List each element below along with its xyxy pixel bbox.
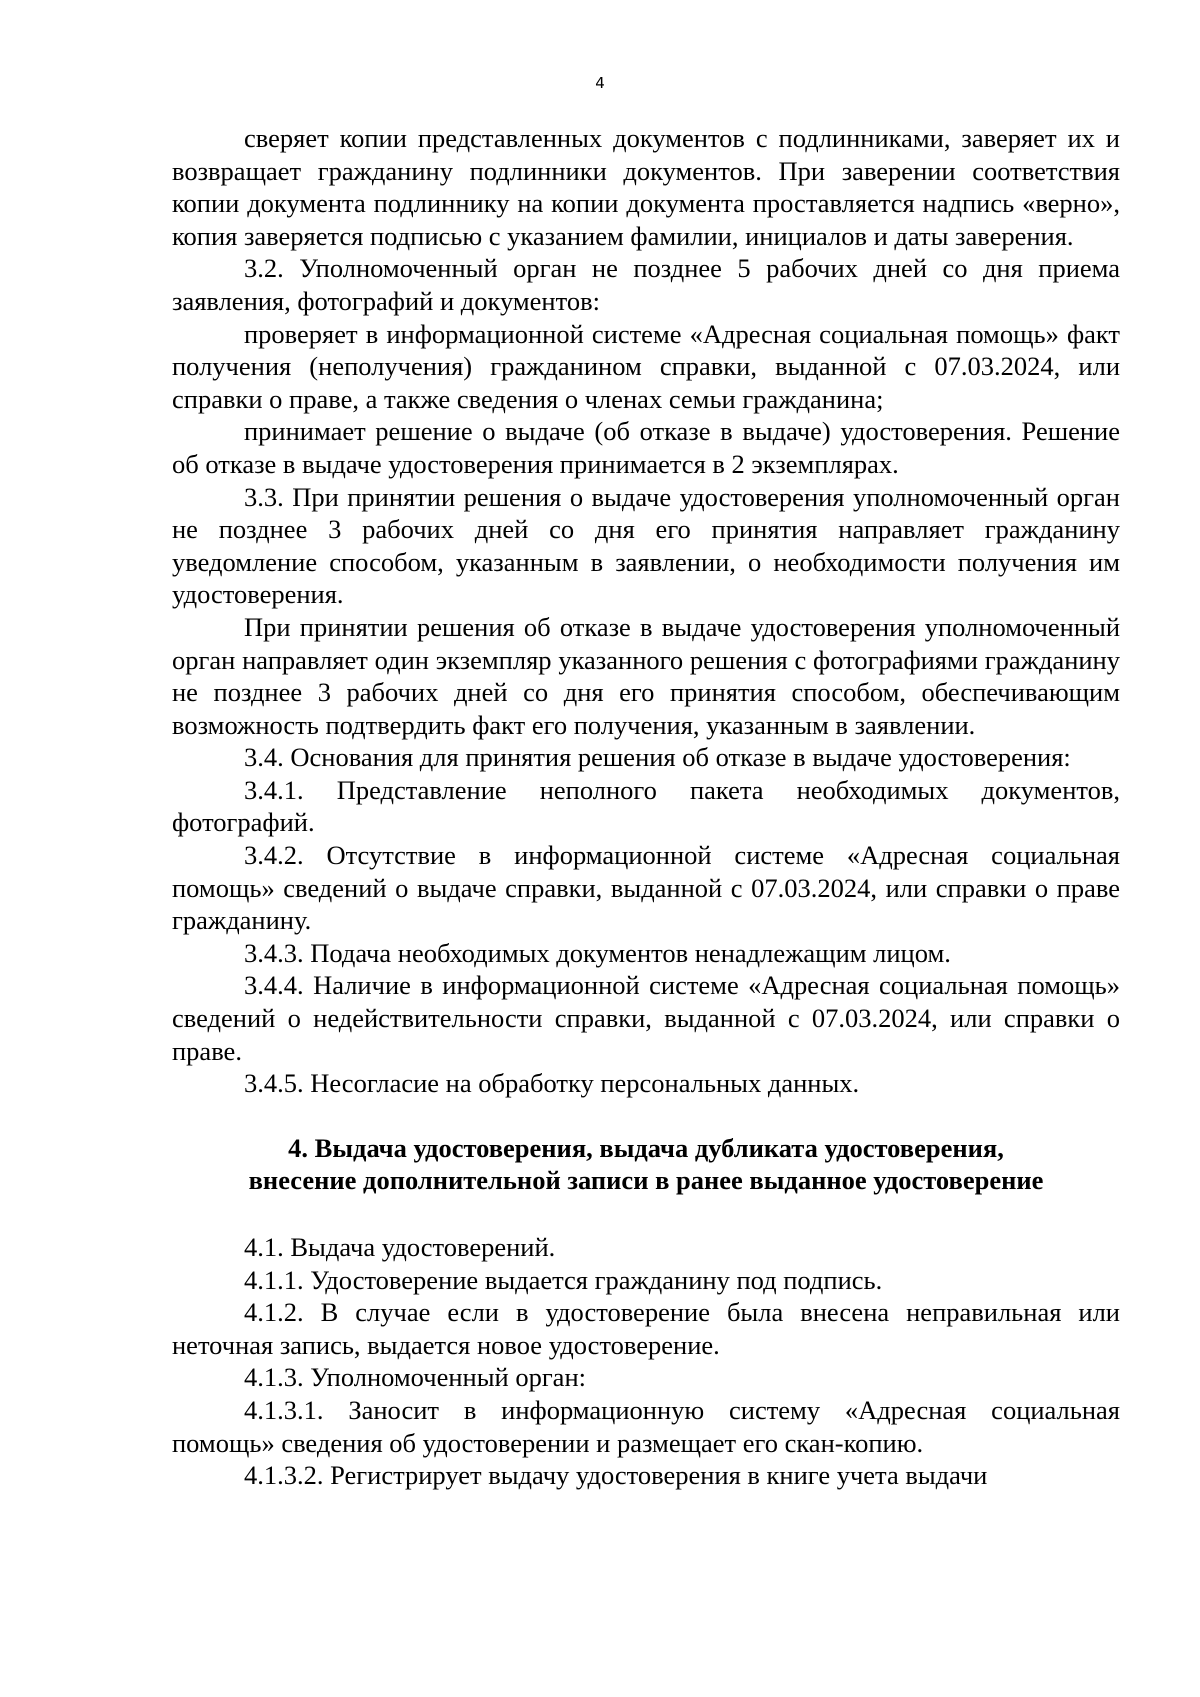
- page-number: 4: [595, 74, 605, 92]
- document-body: [172, 122, 1120, 1492]
- paragraph-3-2: 3.2. Уполномоченный орган не позднее 5 рабочих дней со дня приема заявления, фотографий и документов:: [172, 253, 1120, 316]
- paragraph-3-3-refusal: При принятии решения об отказе в выдаче удостоверения уполномоченный орган направляет один экземпляр указанного решения с фотографиями гражданину не позднее 3 рабочих дней со дня его принятия способом, обеспечивающим возможность подтвердить факт его получения, указанным в заявлении.: [172, 611, 1120, 740]
- spacer: [172, 1100, 1120, 1132]
- paragraph-3-2-check: проверяет в информационной системе «Адресная социальная помощь» факт получения (неполучения) гражданином справки, выданной с 07.03.2024, или справки о праве, а также сведения о членах семьи гражданина;: [172, 318, 1120, 414]
- paragraph-3-4-5: 3.4.5. Несогласие на обработку персональных данных.: [244, 1068, 860, 1099]
- spacer: [172, 1197, 1120, 1231]
- paragraph-3-4-2: 3.4.2. Отсутствие в информационной системе «Адресная социальная помощь» сведений о выдаче справки, выданной с 07.03.2024, или справки о праве гражданину.: [172, 840, 1120, 936]
- paragraph-4-1-3-1: 4.1.3.1. Заносит в информационную систему «Адресная социальная помощь» сведения об удостоверении и размещает его скан-копию.: [172, 1394, 1120, 1458]
- paragraph-verification: сверяет копии представленных документов с подлинниками, заверяет их и возвращает гражданину подлинники документов. При заверении соответствия копии документа подлиннику на копии документа проставляется надпись «верно», копия заверяется подписью с указанием фамилии, инициалов и даты заверения.: [172, 123, 1120, 251]
- section-heading-line-2: внесение дополнительной записи в ранее выданное удостоверение: [248, 1165, 1044, 1196]
- paragraph-4-1-2: 4.1.2. В случае если в удостоверение была внесена неправильная или неточная запись, выдается новое удостоверение.: [172, 1297, 1120, 1360]
- paragraph-4-1-3: 4.1.3. Уполномоченный орган:: [244, 1362, 586, 1393]
- paragraph-3-3: 3.3. При принятии решения о выдаче удостоверения уполномоченный орган не позднее 3 рабочих дней со дня его принятия направляет гражданину уведомление способом, указанным в заявлении, о необходимости получения им удостоверения.: [172, 481, 1120, 610]
- section-heading-line-1: 4. Выдача удостоверения, выдача дубликата удостоверения,: [288, 1132, 1004, 1163]
- paragraph-3-4-1: 3.4.1. Представление неполного пакета необходимых документов, фотографий.: [172, 774, 1120, 838]
- paragraph-3-2-decision: принимает решение о выдаче (об отказе в выдаче) удостоверения. Решение об отказе в выдаче удостоверения принимается в 2 экземплярах.: [172, 416, 1120, 479]
- paragraph-4-1: 4.1. Выдача удостоверений.: [244, 1232, 556, 1262]
- paragraph-3-4: 3.4. Основания для принятия решения об отказе в выдаче удостоверения:: [244, 742, 1071, 773]
- paragraph-3-4-3: 3.4.3. Подача необходимых документов ненадлежащим лицом.: [244, 937, 951, 968]
- paragraph-3-4-4: 3.4.4. Наличие в информационной системе «Адресная социальная помощь» сведений о недействительности справки, выданной с 07.03.2024, или справки о праве.: [172, 970, 1120, 1066]
- paragraph-4-1-3-2: 4.1.3.2. Регистрирует выдачу удостоверения в книге учета выдачи: [244, 1460, 988, 1491]
- paragraph-4-1-1: 4.1.1. Удостоверение выдается гражданину под подпись.: [244, 1264, 883, 1295]
